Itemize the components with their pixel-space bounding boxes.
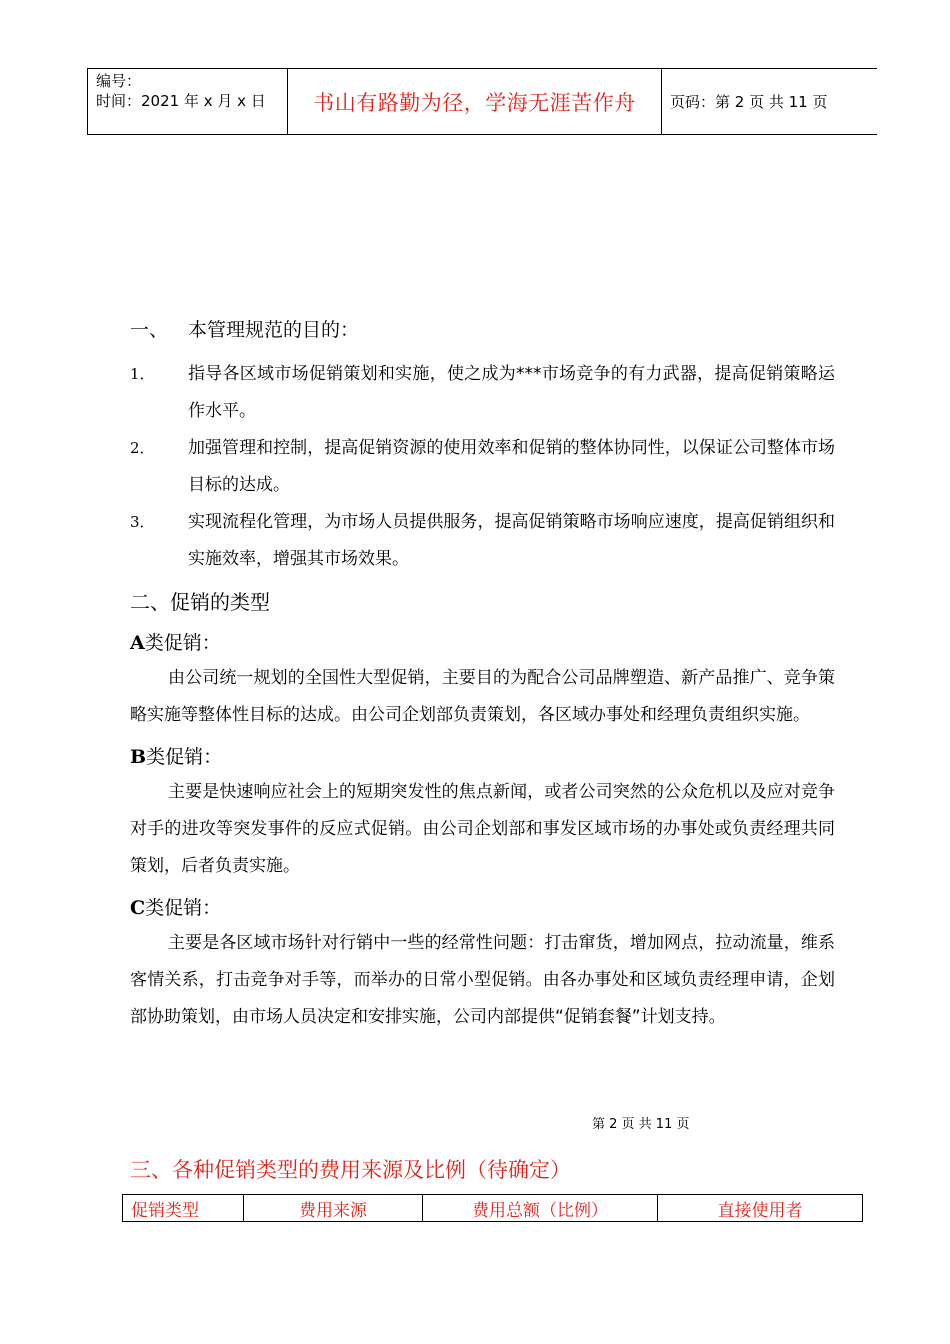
type-label: 类促销： [144,632,221,654]
type-label: 类促销： [146,746,223,768]
table-header-cell: 费用来源 [244,1195,423,1222]
type-letter: C [130,897,146,919]
list-item-number: 2． [130,439,155,457]
table-header-cell: 促销类型 [123,1195,244,1222]
type-b-description: 主要是快速响应社会上的短期突发性的焦点新闻，或者公司突然的公众危机以及应对竞争对手的进攻等突发事件的反应式促销。由公司企划部和事发区域市场的办事处或负责经理共同策划，后者负责实施。 [130,782,835,876]
section3-heading: 三、各种促销类型的费用来源及比例（待确定） [130,1158,571,1182]
type-letter: B [130,746,147,768]
list-item-number: 1． [130,365,155,383]
header-page-label: 页码：第 2 页 共 11 页 [670,93,828,111]
list-item [130,356,835,430]
document-body [130,316,835,1036]
type-label: 类促销： [145,897,222,919]
table-header-row [123,1195,863,1222]
type-a-heading [130,626,835,660]
list-item-text: 指导各区域市场促销策划和实施，使之成为***市场竞争的有力武器，提高促销策略运作水平。 [188,364,835,421]
section1-title: 本管理规范的目的： [188,319,360,341]
fee-table [122,1194,863,1222]
list-item [130,430,835,504]
type-letter: A [130,632,145,654]
section1-number: 一、 [130,319,169,341]
table-header-cell: 直接使用者 [658,1195,863,1222]
page-footer: 第 2 页 共 11 页 [592,1117,690,1132]
list-item-text: 加强管理和控制，提高促销资源的使用效率和促销的整体协同性，以保证公司整体市场目标的达成。 [188,438,835,495]
type-b-heading [130,740,835,774]
header-meta-cell [88,69,288,134]
type-c-description: 主要是各区域市场针对行销中一些的经常性问题：打击窜货，增加网点，拉动流量，维系客情关系，打击竞争对手等，而举办的日常小型促销。由各办事处和区域负责经理申请，企划部协助策划，由市场人员决定和安排实施，公司内部提供“促销套餐”计划支持。 [130,933,835,1027]
table-header-cell: 费用总额（比例） [423,1195,658,1222]
type-a-description: 由公司统一规划的全国性大型促销，主要目的为配合公司品牌塑造、新产品推广、竞争策略实施等整体性目标的达成。由公司企划部负责策划，各区域办事处和经理负责组织实施。 [130,668,835,725]
document-header [87,68,877,135]
section1-heading [130,316,835,344]
list-item-text: 实现流程化管理，为市场人员提供服务，提高促销策略市场响应速度，提高促销组织和实施效率，增强其市场效果。 [188,512,835,569]
type-c-heading [130,891,835,925]
section2-heading: 二、促销的类型 [130,590,270,614]
section1-list [130,356,835,578]
list-item [130,504,835,578]
document-time-label: 时间：2021 年 x 月 x 日 [96,92,266,110]
document-number-label: 编号： [96,72,142,90]
header-motto: 书山有路勤为径，学海无涯苦作舟 [288,69,662,134]
list-item-number: 3． [130,513,155,531]
